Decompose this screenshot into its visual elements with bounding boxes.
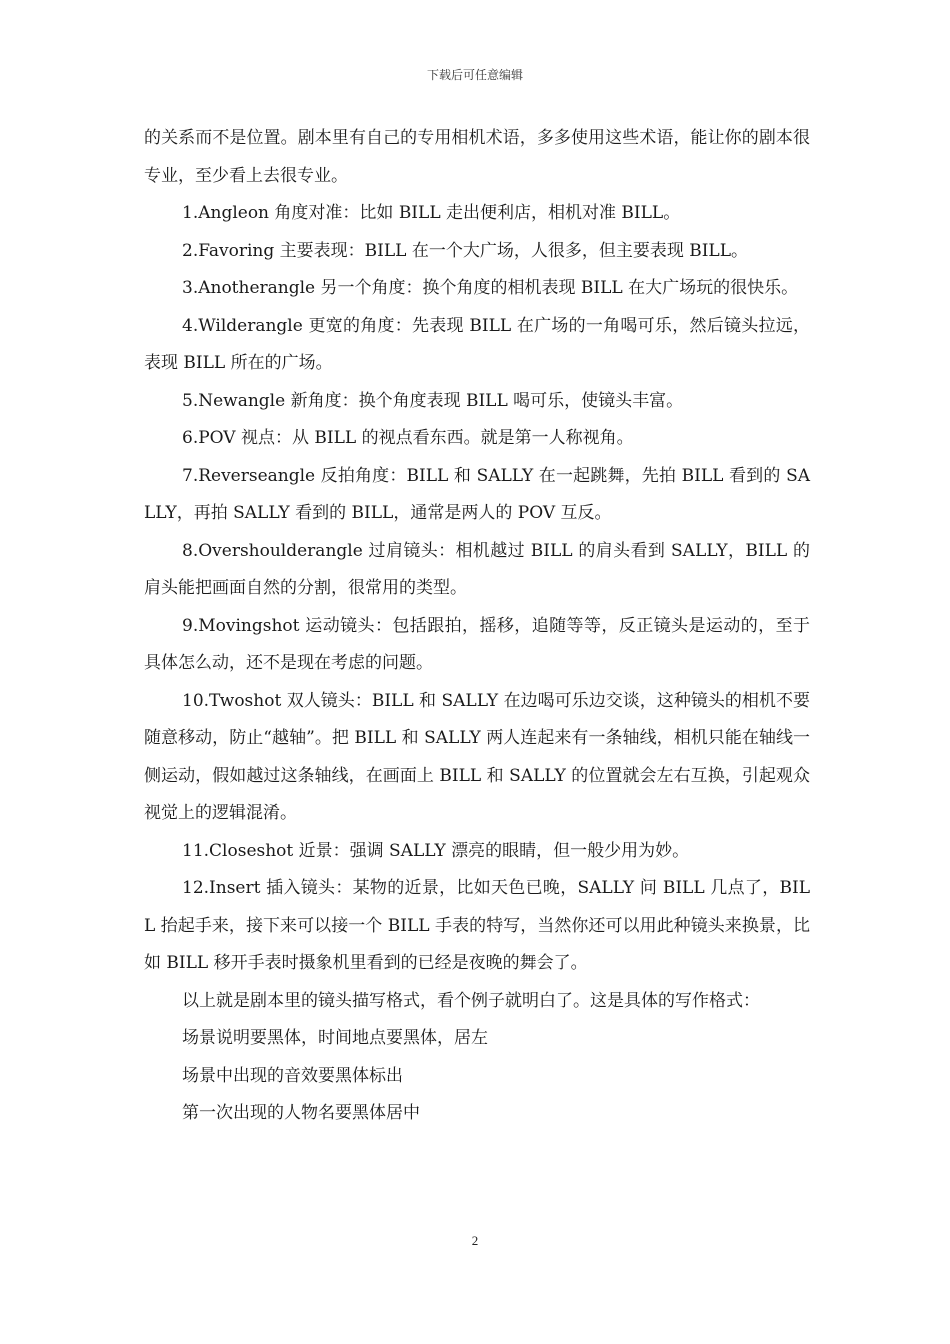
paragraph: 12.Insert 插入镜头：某物的近景，比如天色已晚，SALLY 问 BILL 几点了，BILL 抬起手来，接下来可以接一个 BILL 手表的特写，当然你还可以用此种镜头来换景，比如 BILL 移开手表时摄象机里看到的已经是夜晚的舞会了。	[144, 878, 810, 973]
paragraph: 11.Closeshot 近景：强调 SALLY 漂亮的眼睛，但一般少用为妙。	[182, 840, 690, 861]
document-body	[144, 120, 810, 1133]
paragraph: 2.Favoring 主要表现：BILL 在一个大广场，人很多，但主要表现 BILL。	[182, 240, 749, 261]
paragraph: 第一次出现的人物名要黑体居中	[182, 1103, 420, 1123]
paragraph: 场景说明要黑体，时间地点要黑体，居左	[182, 1028, 488, 1048]
paragraph: 4.Wilderangle 更宽的角度：先表现 BILL 在广场的一角喝可乐，然后镜头拉远，表现 BILL 所在的广场。	[144, 315, 810, 373]
paragraph: 8.Overshoulderangle 过肩镜头：相机越过 BILL 的肩头看到 SALLY，BILL 的肩头能把画面自然的分割，很常用的类型。	[144, 540, 810, 598]
paragraph: 3.Anotherangle 另一个角度：换个角度的相机表现 BILL 在大广场玩的很快乐。	[182, 278, 799, 298]
paragraph: 5.Newangle 新角度：换个角度表现 BILL 喝可乐，使镜头丰富。	[182, 390, 684, 411]
paragraph: 7.Reverseangle 反拍角度：BILL 和 SALLY 在一起跳舞，先拍 BILL 看到的 SALLY，再拍 SALLY 看到的 BILL，通常是两人的 POV 互反。	[144, 465, 810, 523]
paragraph: 1.Angleon 角度对准：比如 BILL 走出便利店，相机对准 BILL。	[182, 203, 681, 223]
paragraph: 以上就是剧本里的镜头描写格式，看个例子就明白了。这是具体的写作格式：	[182, 990, 760, 1011]
paragraph: 10.Twoshot 双人镜头：BILL 和 SALLY 在边喝可乐边交谈，这种镜头的相机不要随意移动，防止“越轴”。把 BILL 和 SALLY 两人连起来有一条轴线，相机只能在轴线一侧运动，假如越过这条轴线，在画面上 BILL 和 SALLY 的位置就会左右互换，引起观众视觉上的逻辑混淆。	[144, 690, 810, 823]
paragraph: 场景中出现的音效要黑体标出	[182, 1065, 403, 1086]
paragraph: 的关系而不是位置。剧本里有自己的专用相机术语，多多使用这些术语，能让你的剧本很专业，至少看上去很专业。	[144, 128, 810, 186]
paragraph: 9.Movingshot 运动镜头：包括跟拍，摇移，追随等等，反正镜头是运动的，至于具体怎么动，还不是现在考虑的问题。	[144, 615, 810, 673]
page-number: 2	[471, 1233, 479, 1248]
page-header: 下载后可任意编辑	[426, 68, 523, 82]
paragraph: 6.POV 视点：从 BILL 的视点看东西。就是第一人称视角。	[182, 428, 634, 448]
